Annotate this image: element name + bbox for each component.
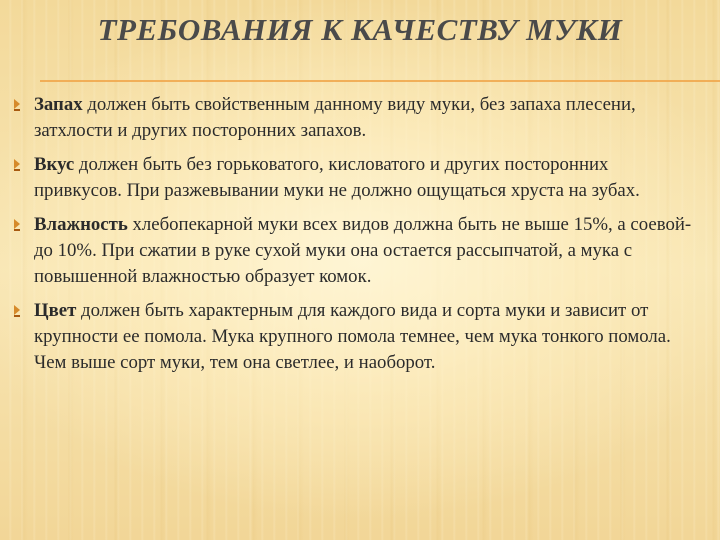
list-item [12,212,692,290]
bullet-text: должен быть характерным для каждого вида и сорта муки и зависит от крупности ее помола. Мука крупного помола темнее, чем мука тонкого помола. Чем выше сорт муки, тем она светлее, и наоборот. [34,300,671,373]
bullet-term: Вкус [34,154,75,175]
bullet-text: хлебопекарной муки всех видов должна быть не выше 15%, а соевой- до 10%. При сжатии в руке сухой муки она остается рассыпчатой, а мука с повышенной влажностью образует комок. [34,214,692,287]
bullet-text: должен быть свойственным данному виду муки, без запаха плесени, затхлости и других посторонних запахов. [34,94,636,141]
bullet-text: должен быть без горьковатого, кисловатого и других посторонних привкусов. При разжевывании муки не должно ощущаться хруста на зубах. [34,154,640,201]
slide-title: ТРЕБОВАНИЯ К КАЧЕСТВУ МУКИ [97,12,623,47]
bullet-term: Запах [34,94,83,115]
bullet-arrow-icon [12,96,22,112]
bullet-list [12,92,692,384]
title-divider [40,80,720,82]
bullet-arrow-icon [12,216,22,232]
bullet-arrow-icon [12,156,22,172]
bullet-arrow-icon [12,302,22,318]
list-item [12,298,692,376]
bullet-term: Влажность [34,214,128,235]
list-item [12,152,692,204]
bullet-term: Цвет [34,300,77,321]
list-item [12,92,692,144]
